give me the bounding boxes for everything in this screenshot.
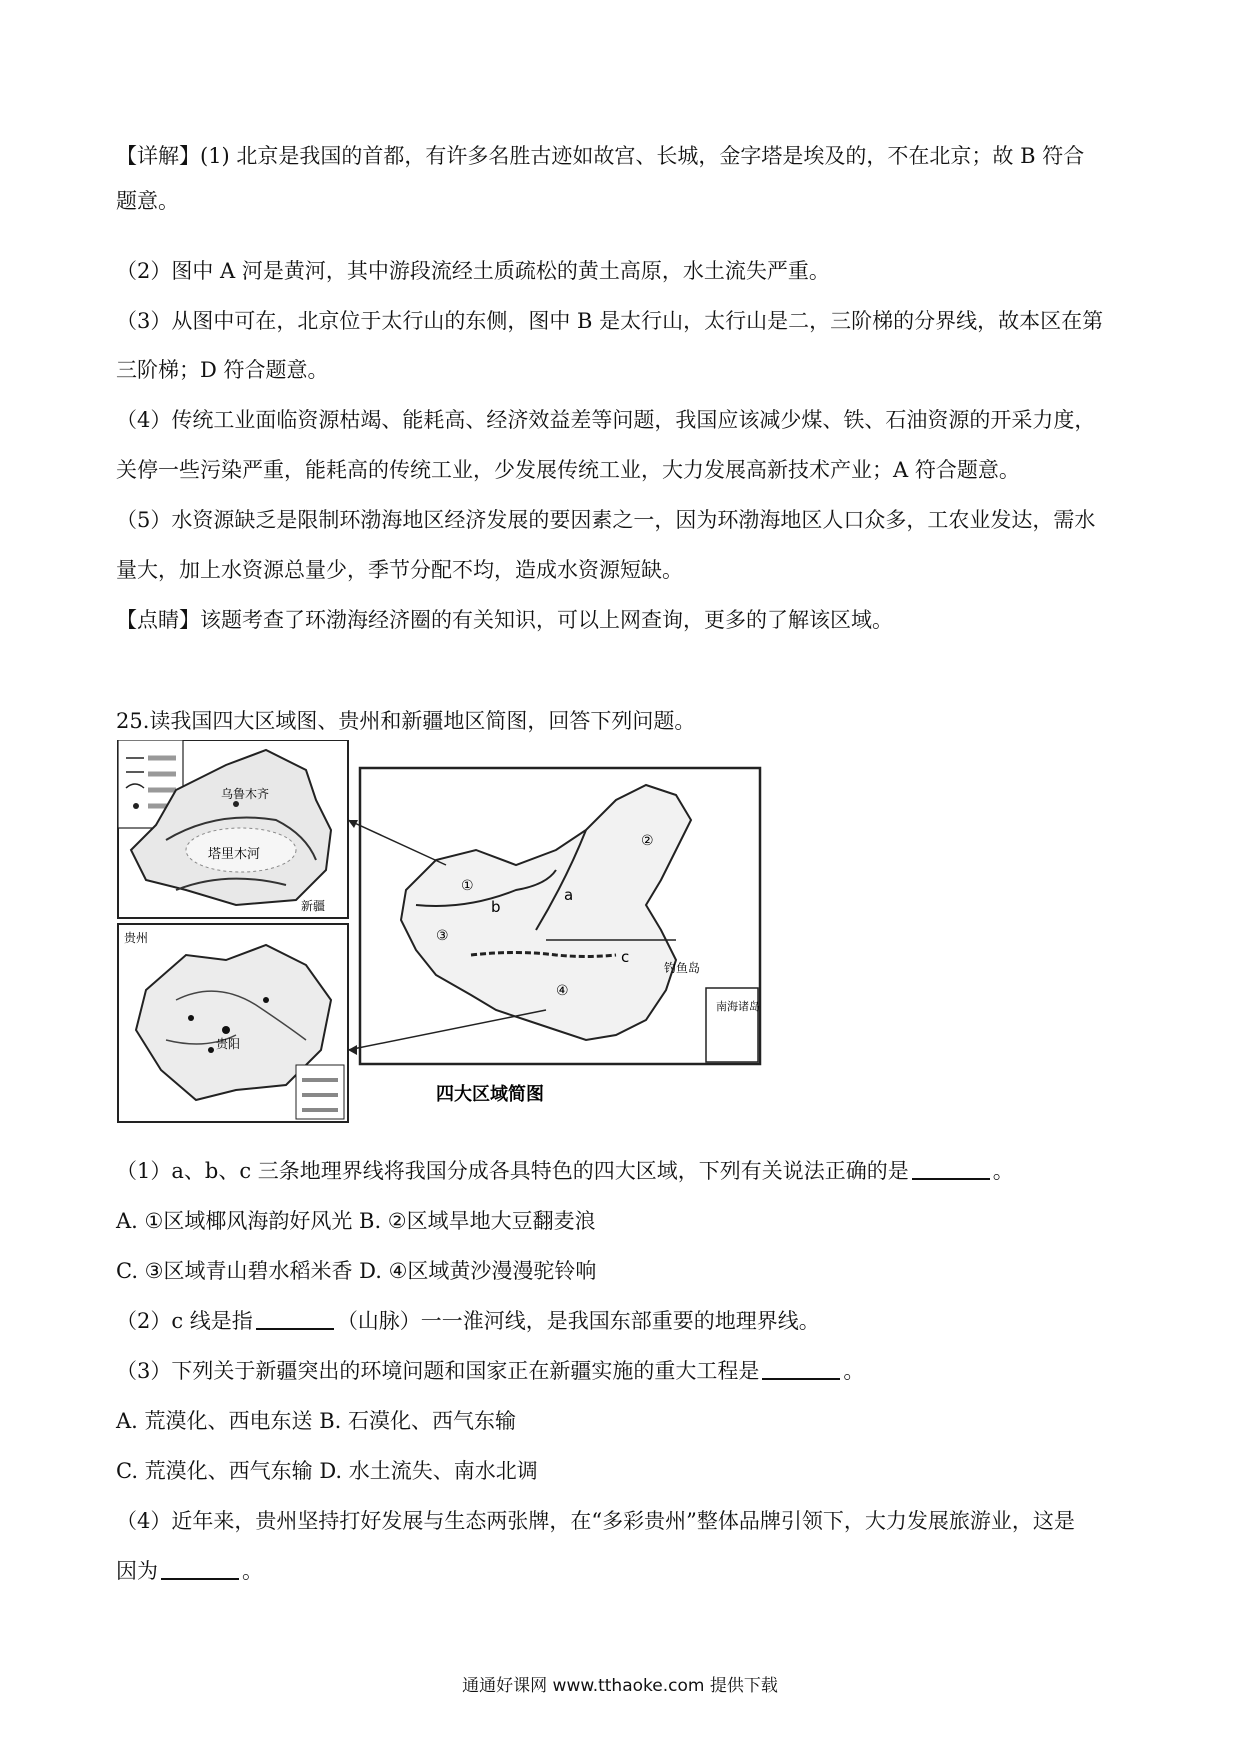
line-c-label: c: [621, 948, 630, 966]
tip-line: 【点睛】该题考查了环渤海经济圈的有关知识，可以上网查询，更多的了解该区域。: [116, 608, 893, 632]
q3-suffix: 。: [843, 1359, 865, 1383]
question-25-3: [116, 1357, 1126, 1385]
q2-suffix: （山脉）一一淮河线，是我国东部重要的地理界线。: [336, 1309, 820, 1333]
explanation-line-8: （5）水资源缺乏是限制环渤海地区经济发展的要因素之一，因为环渤海地区人口众多，工农业发达，需水: [116, 508, 1096, 532]
question-25-1: [116, 1157, 1126, 1185]
q1-prefix: （1）a、b、c 三条地理界线将我国分成各具特色的四大区域，下列有关说法正确的是: [116, 1159, 909, 1183]
q1-suffix: 。: [992, 1159, 1014, 1183]
explanation-line-4: （3）从图中可在，北京位于太行山的东侧，图中 B 是太行山，太行山是二，三阶梯的分界线，故本区在第: [116, 309, 1104, 333]
page-footer: 通通好课网 www.tthaoke.com 提供下载: [462, 1676, 778, 1696]
guizhou-inset: [118, 924, 348, 1122]
region-1-label: ①: [461, 878, 474, 894]
urumqi-label: 乌鲁木齐: [221, 787, 270, 801]
china-regions-map: [348, 768, 760, 1064]
q1-options-cd: C. ③区域青山碧水稻米香 D. ④区域黄沙漫漫驼铃响: [116, 1259, 597, 1283]
south-sea-islands-label: 南海诸岛: [716, 1000, 760, 1013]
q2-prefix: （2）c 线是指: [116, 1309, 253, 1333]
explanation-line-9: 量大，加上水资源总量少，季节分配不均，造成水资源短缺。: [116, 558, 683, 582]
guizhou-label: 贵州: [124, 931, 149, 945]
explanation-line-2: 题意。: [116, 189, 179, 213]
q4-answer-blank[interactable]: [161, 1558, 239, 1580]
question-25-2: [116, 1307, 1126, 1335]
explanation-line-3: （2）图中 A 河是黄河，其中游段流经土质疏松的黄土高原，水土流失严重。: [116, 259, 830, 283]
q4-suffix: 。: [242, 1559, 263, 1583]
q4-prefix: 因为: [116, 1559, 158, 1583]
q3-prefix: （3）下列关于新疆突出的环境问题和国家正在新疆实施的重大工程是: [116, 1359, 760, 1383]
q1-options-ab: A. ①区域椰风海韵好风光 B. ②区域旱地大豆翻麦浪: [116, 1209, 596, 1233]
q3-answer-blank[interactable]: [762, 1358, 840, 1380]
question-25-4-line-1: （4）近年来，贵州坚持打好发展与生态两张牌，在“多彩贵州”整体品牌引领下，大力发展旅游业，这是: [116, 1509, 1075, 1533]
regions-map-figure: [116, 740, 766, 1130]
explanation-line-5: 三阶梯；D 符合题意。: [116, 358, 329, 382]
region-2-label: ②: [641, 833, 654, 849]
diaoyu-island-label: 钓鱼岛: [664, 961, 701, 975]
question-25-4-line-2: [116, 1557, 1126, 1585]
xinjiang-inset: [118, 740, 348, 918]
guiyang-label: 贵阳: [216, 1037, 241, 1051]
explanation-line-7: 关停一些污染严重，能耗高的传统工业，少发展传统工业，大力发展高新技术产业；A 符合题意。: [116, 458, 1020, 482]
taklimakan-label: 塔里木河: [208, 847, 261, 862]
q3-options-ab: A. 荒漠化、西电东送 B. 石漠化、西气东输: [116, 1409, 516, 1433]
region-4-label: ④: [556, 983, 569, 999]
question-25-stem: 25.读我国四大区域图、贵州和新疆地区简图，回答下列问题。: [116, 709, 696, 733]
explanation-line-6: （4）传统工业面临资源枯竭、能耗高、经济效益差等问题，我国应该减少煤、铁、石油资源的开采力度，: [116, 408, 1096, 432]
q2-answer-blank[interactable]: [256, 1308, 334, 1330]
region-3-label: ③: [436, 928, 449, 944]
figure-caption: 四大区域简图: [436, 1084, 544, 1105]
line-b-label: b: [491, 898, 501, 916]
q3-options-cd: C. 荒漠化、西气东输 D. 水土流失、南水北调: [116, 1459, 538, 1483]
xinjiang-label: 新疆: [301, 899, 326, 913]
explanation-line-1: 【详解】(1) 北京是我国的首都，有许多名胜古迹如故宫、长城，金字塔是埃及的，不在北京；故 B 符合: [116, 144, 1085, 168]
line-a-label: a: [564, 886, 574, 904]
q1-answer-blank[interactable]: [912, 1158, 990, 1180]
